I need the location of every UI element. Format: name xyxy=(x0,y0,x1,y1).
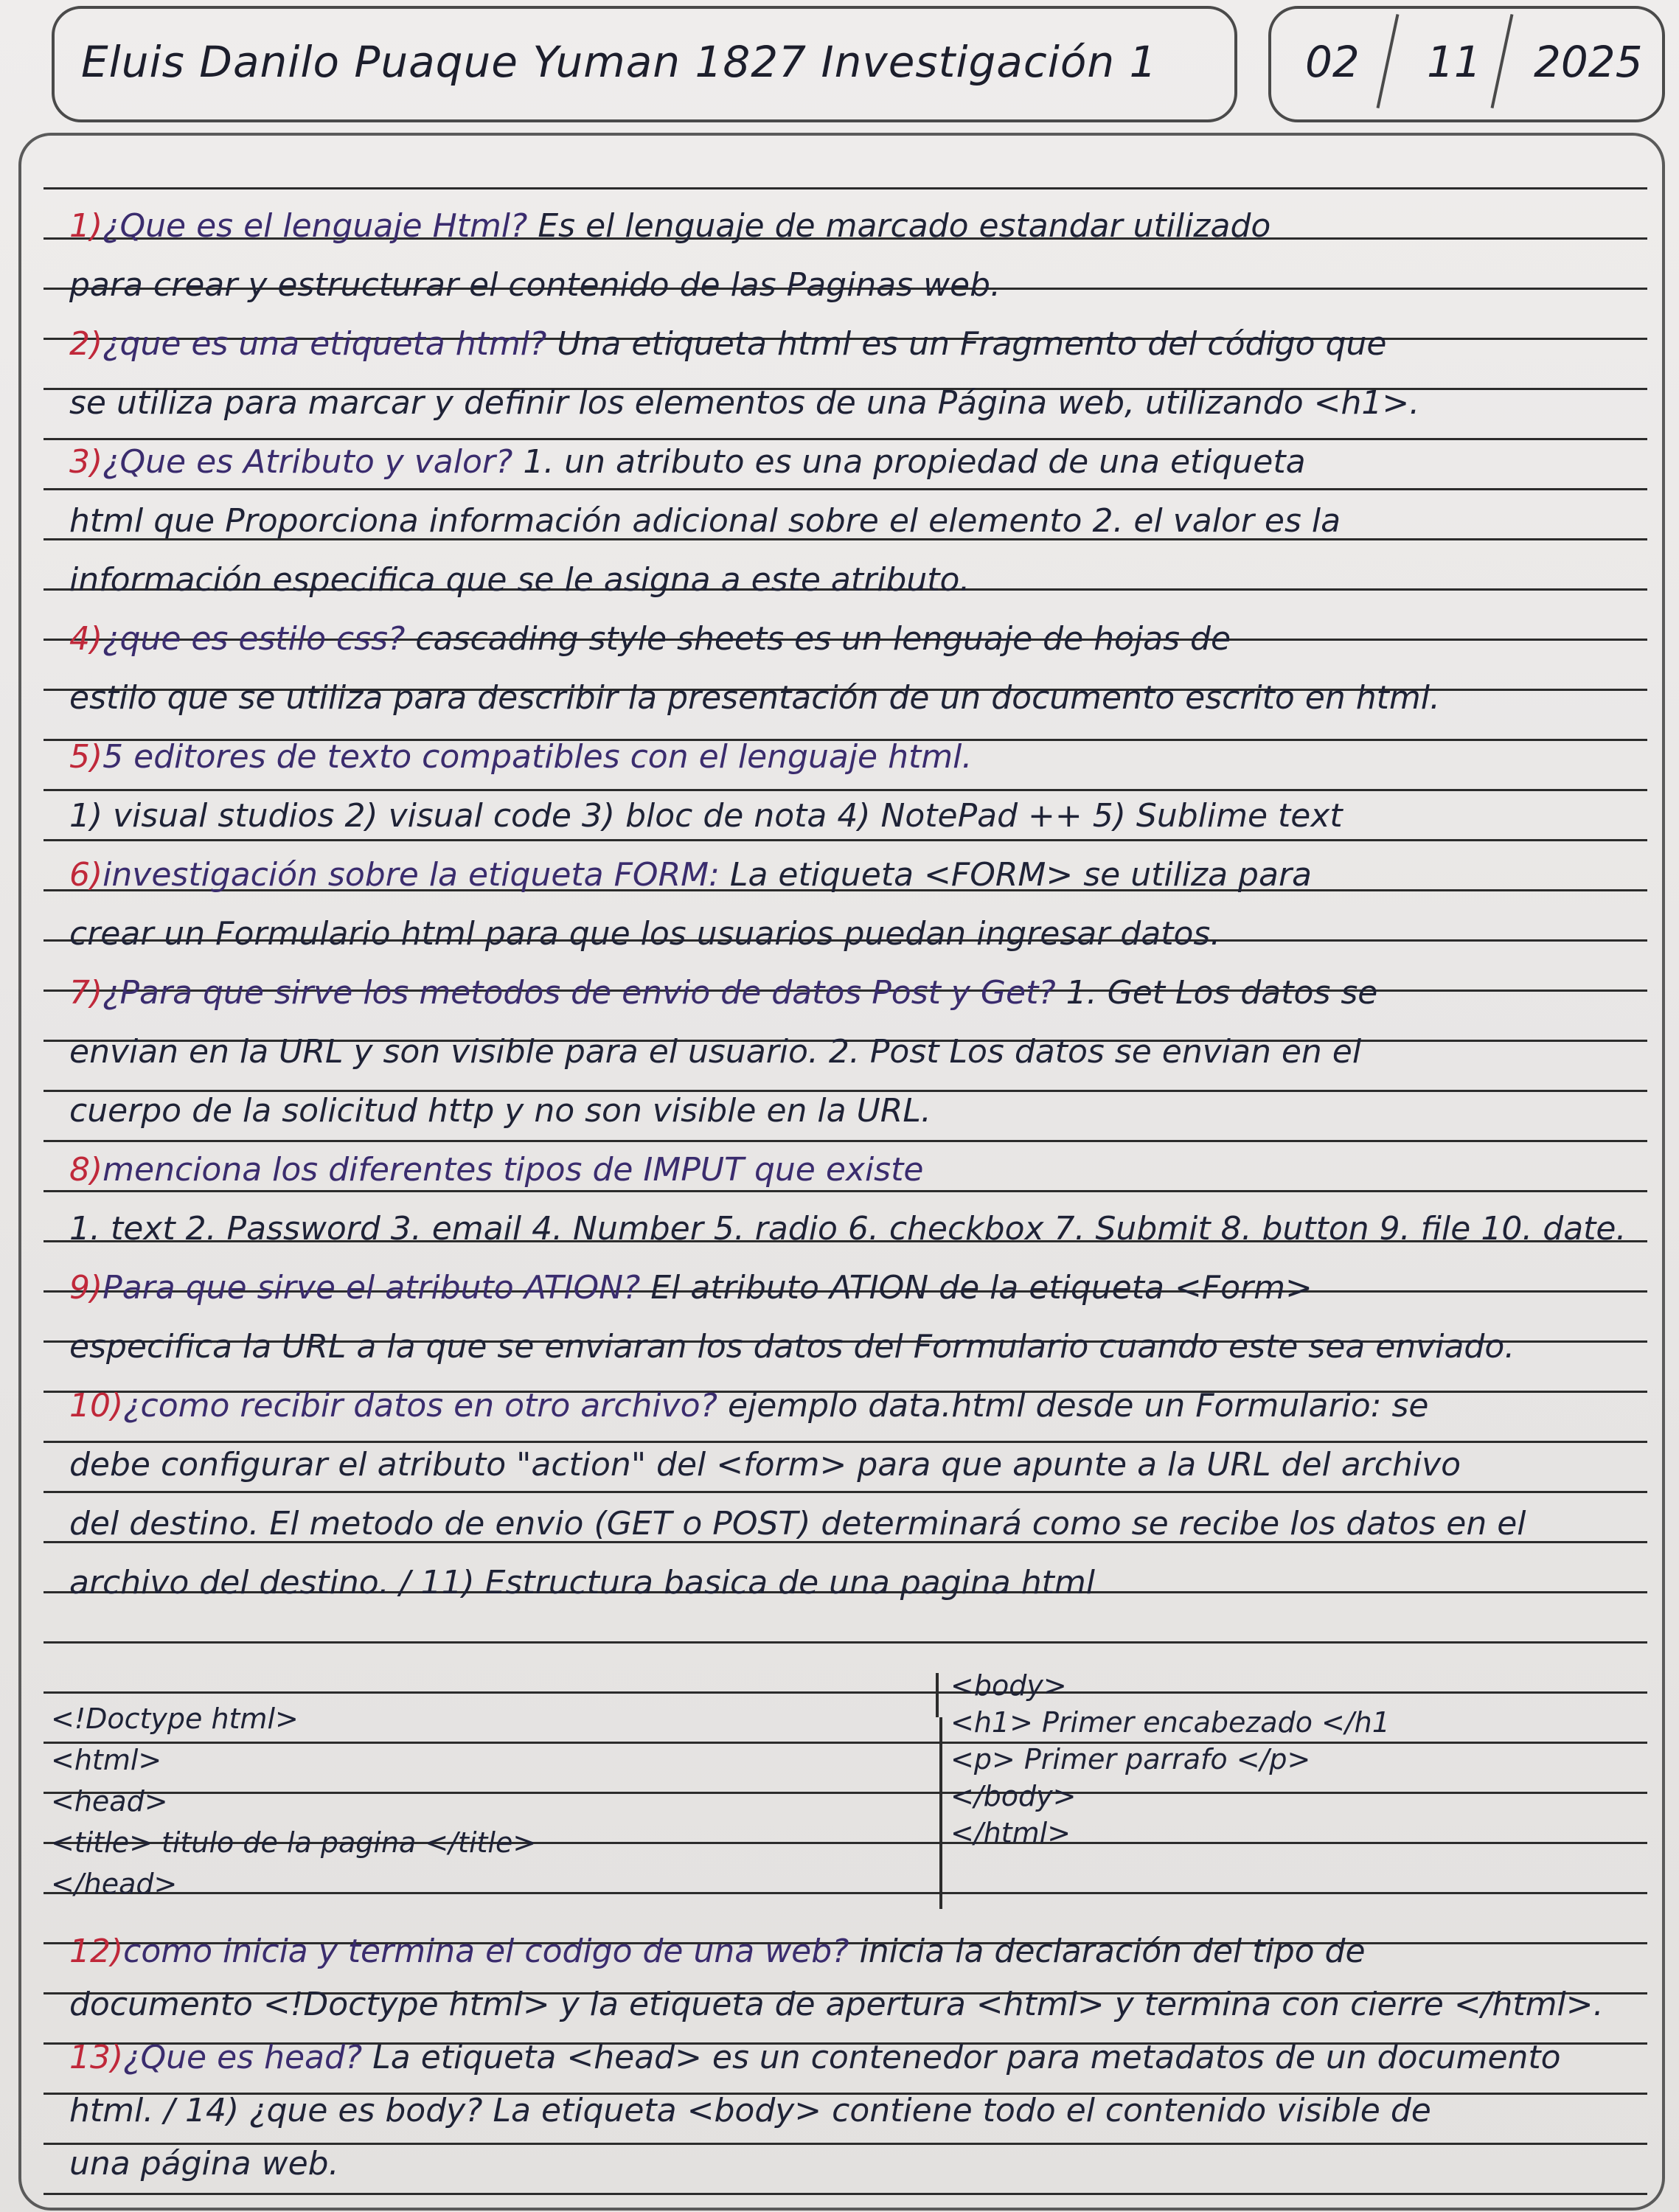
answer-text: 1) visual studios 2) visual code 3) bloc de nota 4) NotePad ++ 5) Sublime text xyxy=(69,797,1343,835)
answer-text: La etiqueta <head> es un contenedor para metadatos de un documento xyxy=(362,2039,1561,2076)
line-number: 6) xyxy=(69,856,103,894)
ruled-line xyxy=(44,789,1647,791)
question-text: ¿que es estilo css? xyxy=(102,620,406,658)
answer-text: crear un Formulario html para que los usuarios puedan ingresar datos. xyxy=(69,915,1221,953)
code-line: <title> titulo de la pagina </title> xyxy=(51,1826,537,1859)
text-line xyxy=(69,1927,1640,1976)
text-line xyxy=(69,1323,1640,1371)
html-structure-example xyxy=(44,1669,1644,1913)
line-number: 10) xyxy=(69,1387,124,1425)
line-number: 7) xyxy=(69,974,103,1012)
ruled-page-box xyxy=(18,133,1665,2211)
question-text: 5 editores de texto compatibles con el lenguaje html. xyxy=(102,738,973,776)
text-line xyxy=(69,2087,1640,2135)
code-line: <body> xyxy=(950,1669,1067,1702)
text-line xyxy=(69,1146,1640,1194)
text-line xyxy=(69,202,1640,251)
text-line xyxy=(69,733,1640,782)
text-line xyxy=(69,497,1640,546)
text-line xyxy=(69,1205,1640,1253)
answer-text: 1. un atributo es una propiedad de una etiqueta xyxy=(512,443,1306,481)
code-divider xyxy=(936,1673,939,1717)
line-number: 8) xyxy=(69,1151,103,1189)
answer-text: 1. text 2. Password 3. email 4. Number 5. radio 6. checkbox 7. Submit 8. button 9. file 10. date. xyxy=(69,1210,1627,1248)
answer-text: para crear y estructurar el contenido de las Paginas web. xyxy=(69,266,1001,304)
text-line xyxy=(69,1559,1640,1607)
line-number: 3) xyxy=(69,443,103,481)
line-number: 1) xyxy=(69,207,103,245)
ruled-line xyxy=(44,488,1647,490)
text-line xyxy=(69,969,1640,1018)
answer-text: html. / 14) ¿que es body? La etiqueta <body> contiene todo el contenido visible de xyxy=(69,2092,1431,2129)
line-number: 12) xyxy=(69,1933,124,1970)
answer-text: La etiqueta <FORM> se utiliza para xyxy=(719,856,1313,894)
answer-text: archivo del destino. / 11) Estructura basica de una pagina html xyxy=(69,1564,1095,1601)
answer-text: se utiliza para marcar y definir los elementos de una Página web, utilizando <h1>. xyxy=(69,384,1420,422)
question-text: ¿Que es head? xyxy=(123,2039,363,2076)
question-text: ¿Para que sirve los metodos de envio de datos Post y Get? xyxy=(102,974,1056,1012)
answer-text: cuerpo de la solicitud http y no son visible en la URL. xyxy=(69,1092,931,1130)
text-line xyxy=(69,1264,1640,1312)
answer-text: Es el lenguaje de marcado estandar utilizado xyxy=(527,207,1271,245)
text-line xyxy=(69,320,1640,369)
answer-text: ejemplo data.html desde un Formulario: se xyxy=(717,1387,1429,1425)
text-line xyxy=(69,910,1640,959)
answer-text: El atributo ATION de la etiqueta <Form> xyxy=(640,1269,1313,1307)
answer-text: cascading style sheets es un lenguaje de hojas de xyxy=(405,620,1231,658)
answer-text: envian en la URL y son visible para el usuario. 2. Post Los datos se envian en el xyxy=(69,1033,1362,1071)
text-line xyxy=(69,1980,1640,2029)
answer-text: documento <!Doctype html> y la etiqueta de apertura <html> y termina con cierre </html>. xyxy=(69,1986,1604,2023)
question-text: investigación sobre la etiqueta FORM: xyxy=(102,856,720,894)
question-text: ¿que es una etiqueta html? xyxy=(102,325,547,363)
text-line xyxy=(69,438,1640,487)
ruled-line xyxy=(44,2193,1647,2195)
text-line xyxy=(69,851,1640,900)
answer-text: 1. Get Los datos se xyxy=(1055,974,1378,1012)
question-text: menciona los diferentes tipos de IMPUT que existe xyxy=(102,1151,924,1189)
code-line: <h1> Primer encabezado </h1 xyxy=(950,1706,1390,1739)
ruled-line xyxy=(44,1491,1647,1493)
text-line xyxy=(69,674,1640,723)
date-year: 2025 xyxy=(1534,37,1643,87)
line-number: 5) xyxy=(69,738,103,776)
text-line xyxy=(69,1500,1640,1548)
answer-text: del destino. El metodo de envio (GET o POST) determinará como se recibe los datos en el xyxy=(69,1505,1526,1543)
answer-text: especifica la URL a la que se enviaran los datos del Formulario cuando este sea enviado. xyxy=(69,1328,1515,1366)
ruled-line xyxy=(44,1641,1647,1644)
code-divider xyxy=(939,1717,942,1909)
text-line xyxy=(69,1087,1640,1135)
line-number: 9) xyxy=(69,1269,103,1307)
text-line xyxy=(69,1028,1640,1077)
line-number: 13) xyxy=(69,2039,124,2076)
text-line xyxy=(69,1382,1640,1430)
answer-text: debe configurar el atributo "action" del <form> para que apunte a la URL del archivo xyxy=(69,1446,1461,1484)
code-line: <html> xyxy=(51,1744,162,1776)
question-text: ¿como recibir datos en otro archivo? xyxy=(123,1387,717,1425)
code-line: <head> xyxy=(51,1785,168,1818)
line-number: 4) xyxy=(69,620,103,658)
answer-text: una página web. xyxy=(69,2145,339,2183)
text-line xyxy=(69,2140,1640,2188)
code-line: </head> xyxy=(51,1868,178,1900)
text-line xyxy=(69,556,1640,605)
line-number: 2) xyxy=(69,325,103,363)
answer-text: inicia la declaración del tipo de xyxy=(849,1933,1366,1970)
question-text: ¿Que es el lenguaje Html? xyxy=(102,207,528,245)
question-text: Para que sirve el atributo ATION? xyxy=(102,1269,641,1307)
date-month: 11 xyxy=(1427,37,1481,87)
text-line xyxy=(69,1441,1640,1489)
text-line xyxy=(69,615,1640,664)
date-day: 02 xyxy=(1305,37,1360,87)
ruled-line xyxy=(44,1140,1647,1142)
answer-text: html que Proporciona información adicional sobre el elemento 2. el valor es la xyxy=(69,502,1341,540)
question-text: como inicia y termina el codigo de una web? xyxy=(123,1933,849,1970)
code-line: </html> xyxy=(950,1817,1071,1849)
ruled-line xyxy=(44,187,1647,189)
code-line: </body> xyxy=(950,1780,1077,1812)
answer-text: estilo que se utiliza para describir la presentación de un documento escrito en html. xyxy=(69,679,1440,717)
code-line: <p> Primer parrafo </p> xyxy=(950,1743,1311,1775)
text-line xyxy=(69,792,1640,841)
answer-text: Una etiqueta html es un Fragmento del código que xyxy=(546,325,1387,363)
text-line xyxy=(69,2034,1640,2082)
code-line: <!Doctype html> xyxy=(51,1703,299,1735)
text-line xyxy=(69,261,1640,310)
question-text: ¿Que es Atributo y valor? xyxy=(102,443,513,481)
answer-text: información especifica que se le asigna a este atributo. xyxy=(69,561,970,599)
text-line xyxy=(69,379,1640,428)
author-line: Eluis Danilo Puaque Yuman 1827 Investigación 1 xyxy=(81,37,1158,87)
